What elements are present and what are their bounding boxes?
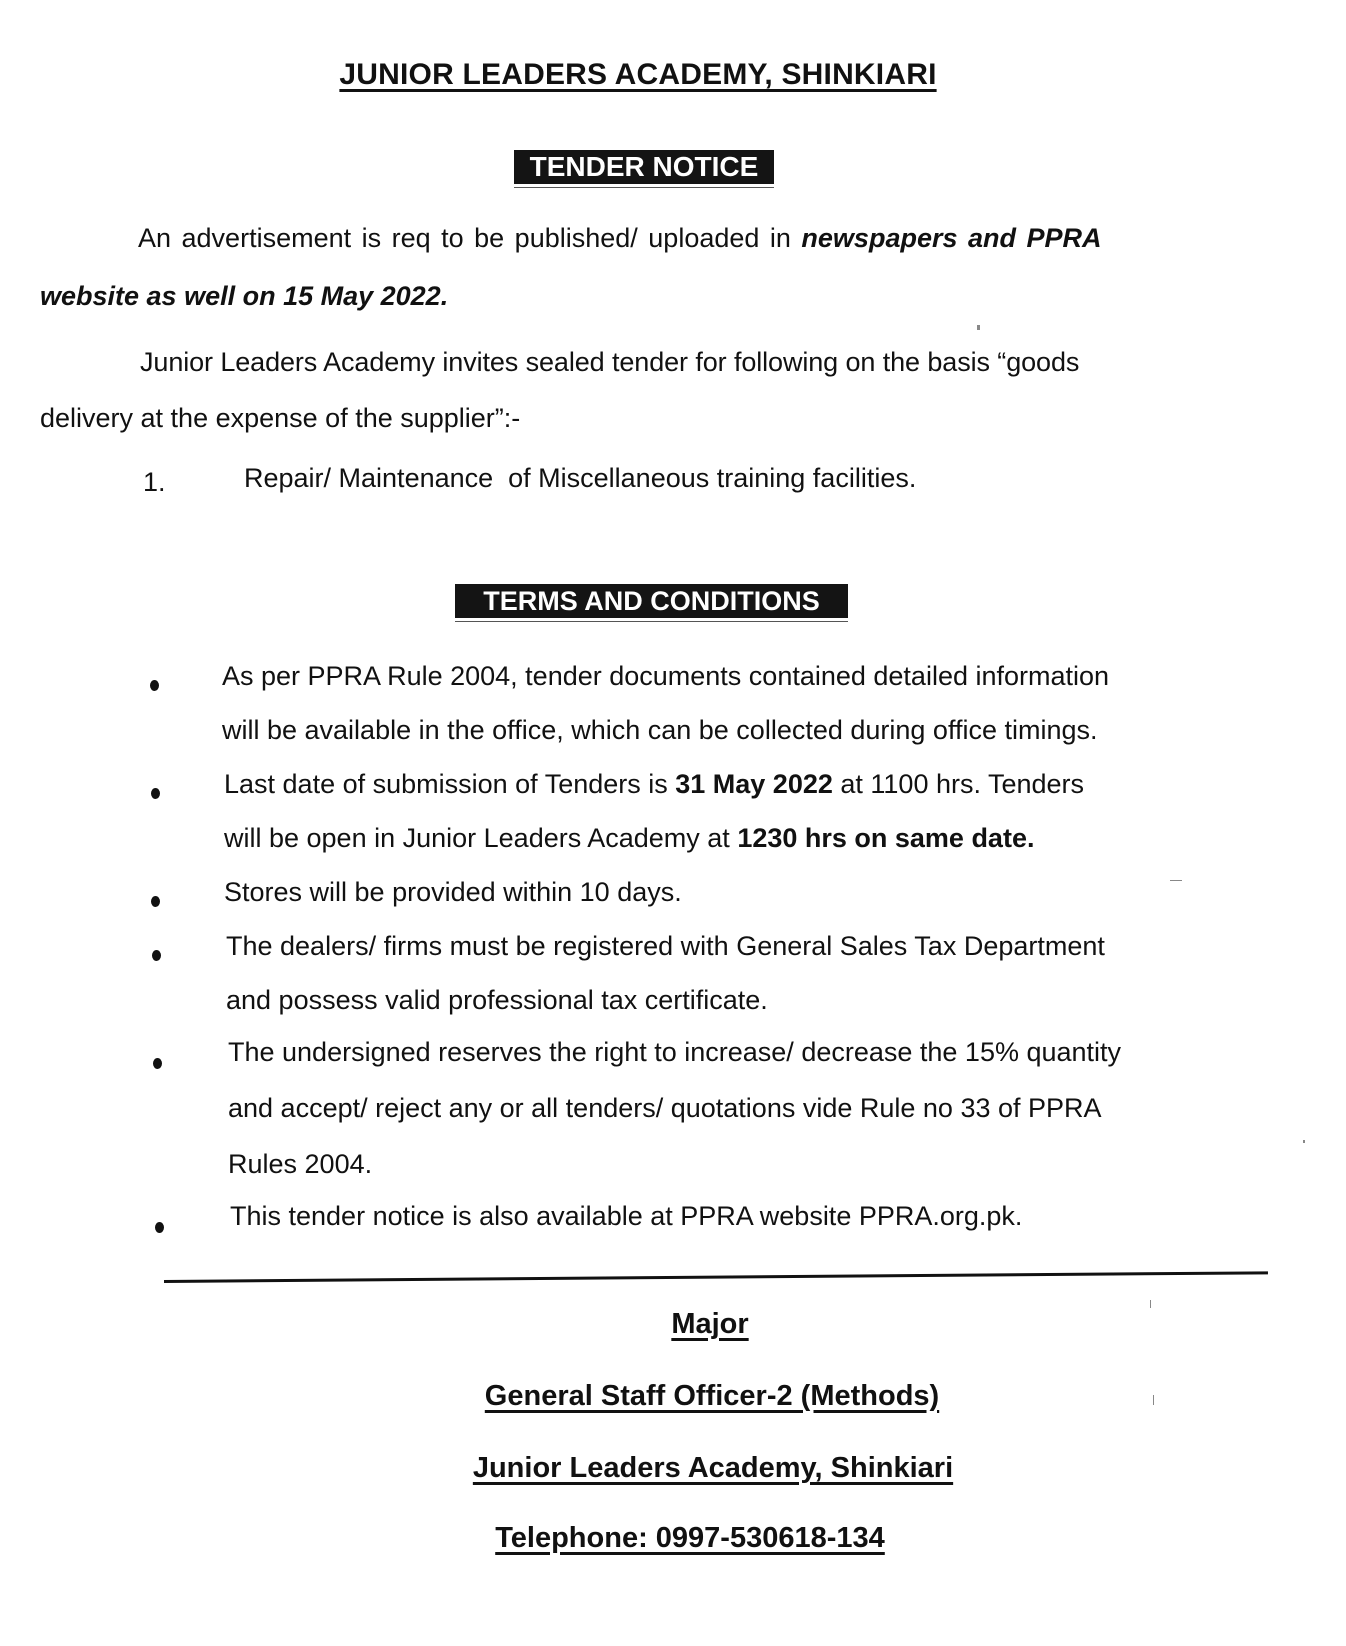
term-2-line-2 — [224, 822, 1034, 854]
intro-emphasis: newspapers and PPRA — [801, 223, 1102, 253]
term-5-line-2: and accept/ reject any or all tenders/ quotations vide Rule no 33 of PPRA — [228, 1093, 1102, 1123]
intro-line-1 — [138, 222, 1102, 254]
term-2-deadline: 31 May 2022 — [675, 769, 833, 799]
signature-designation: General Staff Officer-2 (Methods) — [484, 1380, 940, 1412]
term-3-line-1: Stores will be provided within 10 days. — [224, 877, 682, 907]
document-title: JUNIOR LEADERS ACADEMY, SHINKIARI — [339, 58, 937, 91]
signature-telephone: Telephone: 0997-530618-134 — [495, 1522, 885, 1554]
scan-speck — [1150, 1300, 1151, 1308]
term-1-line-2: will be available in the office, which can be collected during office timings. — [222, 715, 1098, 745]
bullet-icon — [152, 950, 161, 961]
term-2-text-c: will be open in Junior Leaders Academy at — [224, 823, 738, 853]
term-5-line-3: Rules 2004. — [228, 1149, 373, 1179]
bullet-icon — [153, 1058, 162, 1069]
intro-text: An advertisement is req to be published/ uploaded in — [138, 223, 802, 253]
intro-line-2: website as well on 15 May 2022. — [40, 281, 449, 311]
term-2-text-b: at 1100 hrs. Tenders — [832, 769, 1085, 799]
signature-organization: Junior Leaders Academy, Shinkiari — [472, 1452, 954, 1484]
terms-heading: TERMS AND CONDITIONS — [455, 584, 848, 618]
scan-speck — [1153, 1395, 1154, 1405]
signature-divider — [164, 1271, 1268, 1283]
scan-speck — [1303, 1140, 1305, 1143]
term-2-text-a: Last date of submission of Tenders is — [224, 769, 676, 799]
scan-speck — [977, 325, 980, 330]
term-5-line-1: The undersigned reserves the right to increase/ decrease the 15% quantity — [228, 1037, 1122, 1067]
bullet-icon — [151, 896, 160, 907]
item-number: 1. — [143, 467, 166, 497]
scan-speck — [1170, 880, 1182, 881]
bullet-icon — [151, 788, 160, 799]
term-4-line-1: The dealers/ firms must be registered with General Sales Tax Department — [226, 931, 1105, 961]
term-2-opening-time: 1230 hrs on same date. — [737, 823, 1035, 853]
item-text: Repair/ Maintenance of Miscellaneous training facilities. — [244, 463, 917, 493]
invitation-line-1: Junior Leaders Academy invites sealed tender for following on the basis “goods — [140, 347, 1080, 377]
invitation-line-2: delivery at the expense of the supplier”:- — [40, 403, 521, 433]
signature-rank: Major — [671, 1308, 749, 1340]
term-6-line-1: This tender notice is also available at PPRA website PPRA.org.pk. — [230, 1201, 1023, 1231]
bullet-icon — [155, 1222, 164, 1233]
term-1-line-1: As per PPRA Rule 2004, tender documents contained detailed information — [222, 661, 1110, 691]
term-2-line-1 — [224, 768, 1084, 800]
tender-notice-heading: TENDER NOTICE — [514, 150, 774, 184]
term-4-line-2: and possess valid professional tax certificate. — [226, 985, 768, 1015]
bullet-icon — [150, 680, 159, 691]
